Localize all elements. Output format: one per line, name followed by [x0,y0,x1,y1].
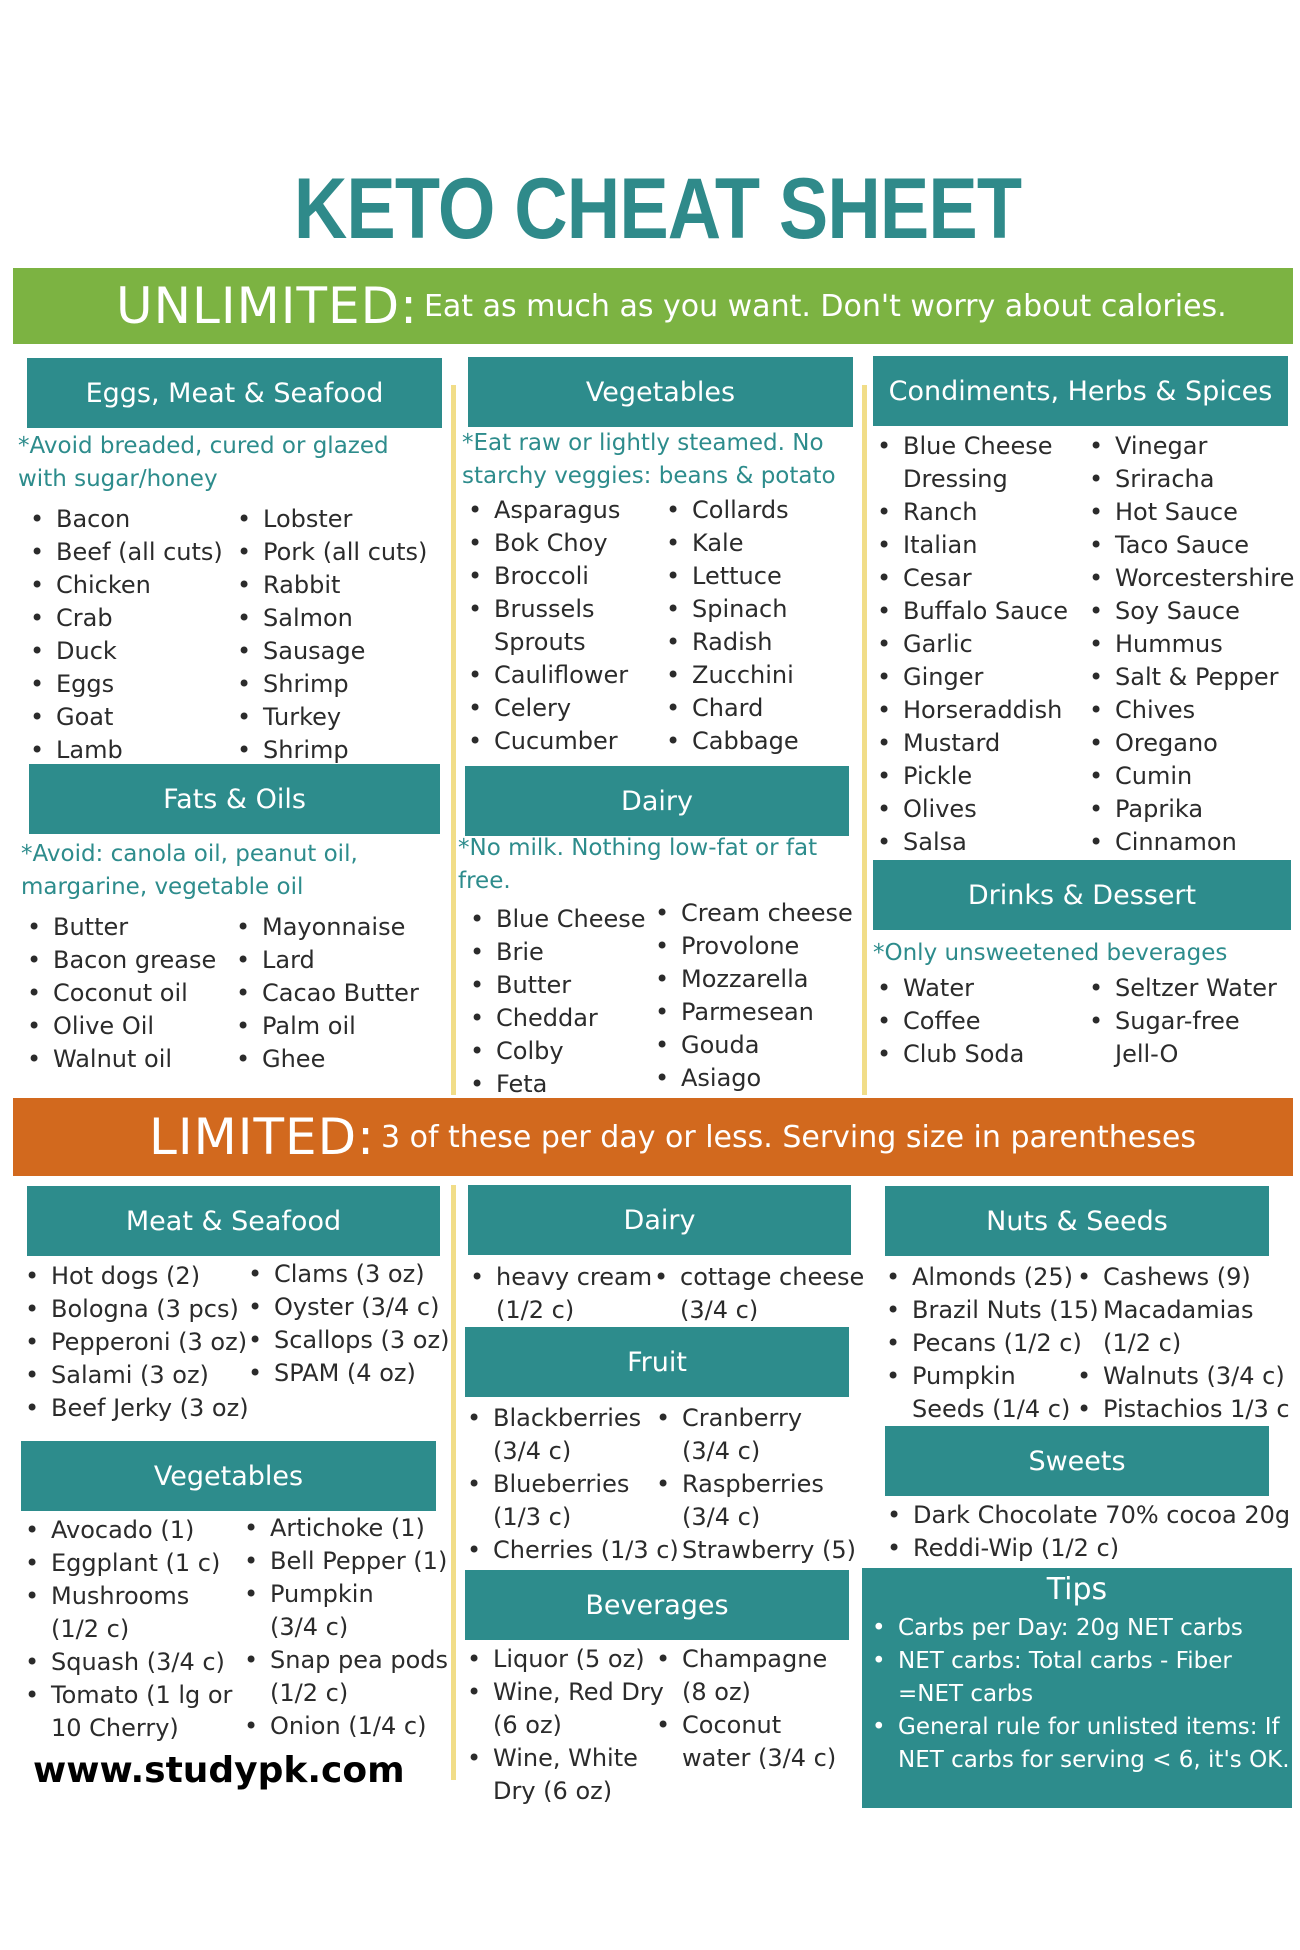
list-item: • Ghee [232,1043,419,1076]
fruit-list-2 [652,1402,856,1567]
condiments-list-2 [1085,430,1294,859]
list-item: • Hot dogs (2) [21,1260,249,1293]
unlimited-subtitle: Eat as much as you want. Don't worry about calories. [423,288,1227,324]
list-item: • Cesar [873,562,1068,595]
list-item: • Scallops (3 oz) [244,1324,449,1357]
list-item: • Broccoli [464,560,628,593]
list-item: • Olives [873,793,1068,826]
list-item: • Horseraddish [873,694,1068,727]
list-item: • Bacon grease [23,944,216,977]
list-item: • Shrimp [233,734,427,767]
list-item: (8 oz) [682,1678,751,1706]
eggs-meat-header: Eggs, Meat & Seafood [27,358,442,428]
list-item: • Zucchini [662,659,799,692]
list-item: • Kale [662,527,799,560]
list-item: (3/4 c) [493,1437,572,1465]
list-item: • Lettuce [662,560,799,593]
dairy-list-2 [651,897,853,1095]
list-item: • Coconut [652,1709,836,1742]
list-item: • Vinegar [1085,430,1294,463]
list-item: • Bacon [26,503,223,536]
list-item: • Artichoke (1) [240,1512,448,1545]
drinks-note: *Only unsweetened beverages [873,940,1228,966]
list-item: • Lard [232,944,419,977]
list-item: • Onion (1/4 c) [240,1710,448,1743]
list-item: • Rabbit [233,569,427,602]
list-item: • Oregano [1085,727,1294,760]
list-item: • Paprika [1085,793,1294,826]
list-item: • Pepperoni (3 oz) [21,1326,249,1359]
list-item: • Champagne [652,1643,836,1676]
list-item: • Dark Chocolate 70% cocoa 20g [883,1499,1290,1532]
list-item: • Chives [1085,694,1294,727]
list-item: • Avocado (1) [21,1514,232,1547]
fats-oils-note [21,838,358,904]
eggs-meat-list-2 [233,503,427,767]
list-item: • Reddi-Wip (1/2 c) [883,1532,1290,1565]
list-item: • Lamb [26,734,223,767]
list-item: • Lobster [233,503,427,536]
condiments-header: Condiments, Herbs & Spices [873,356,1288,426]
list-item: • Hummus [1085,628,1294,661]
vegetables-list-2 [662,494,799,758]
list-item: • Mushrooms [21,1580,232,1613]
divider-left-limited [451,1185,456,1780]
list-item: • Brazil Nuts (15) [882,1294,1099,1327]
list-item: Macadamias [1103,1296,1254,1324]
list-item: • Brussels [464,593,628,626]
limited-dairy-list-2 [650,1261,864,1327]
list-item: (3/4 c) [270,1613,349,1641]
fruit-header: Fruit [465,1327,849,1397]
eggs-meat-note [18,430,389,496]
list-item: • Butter [23,911,216,944]
list-item: • Walnuts (3/4 c) [1073,1360,1290,1393]
list-item: • Coconut oil [23,977,216,1010]
list-item: (1/2 c) [51,1615,130,1643]
limited-vegetables-list-1 [21,1514,232,1745]
list-item: • Parmesean [651,996,853,1029]
list-item: • Blackberries [463,1402,679,1435]
list-item: • Pumpkin [240,1578,448,1611]
list-item: • Chard [662,692,799,725]
list-item: • Mustard [873,727,1068,760]
list-item: • Blue Cheese [466,903,646,936]
note-line: *No milk. Nothing low-fat or fat [458,835,818,861]
list-item: • Blue Cheese [873,430,1068,463]
list-item: • Salsa [873,826,1068,859]
list-item: • Palm oil [232,1010,419,1043]
list-item: • Goat [26,701,223,734]
list-item: • Raspberries [652,1468,856,1501]
list-item: • Radish [662,626,799,659]
list-item: (1/2 c) [1103,1329,1182,1357]
list-item: • Hot Sauce [1085,496,1294,529]
list-item: • heavy cream [466,1261,652,1294]
list-item: • Pumpkin [882,1360,1099,1393]
note-line: *Avoid breaded, cured or glazed [18,433,389,459]
list-item: • Mozzarella [651,963,853,996]
limited-subtitle: 3 of these per day or less. Serving size in parentheses [380,1119,1196,1155]
fruit-list-1 [463,1402,679,1567]
list-item: (3/4 c) [680,1296,759,1324]
drinks-list-2 [1085,972,1277,1071]
nuts-header: Nuts & Seeds [885,1186,1269,1256]
list-item: • Feta [466,1068,646,1101]
list-item: • Worcestershire [1085,562,1294,595]
list-item: • Cabbage [662,725,799,758]
list-item: Dry (6 oz) [493,1777,613,1805]
list-item: • Colby [466,1035,646,1068]
list-item: Sprouts [494,628,586,656]
page-title: KETO CHEAT SHEET [293,161,1022,257]
list-item: • Clams (3 oz) [244,1258,449,1291]
list-item: (3/4 c) [682,1503,761,1531]
list-item: • Cucumber [464,725,628,758]
note-line: *Avoid: canola oil, peanut oil, [21,841,358,867]
vegetables-header: Vegetables [468,357,853,427]
list-item: • Pork (all cuts) [233,536,427,569]
list-item: • Cumin [1085,760,1294,793]
fats-oils-list-2 [232,911,419,1076]
drinks-header: Drinks & Dessert [873,860,1291,930]
dairy-list-1 [466,903,646,1101]
list-item: • cottage cheese [650,1261,864,1294]
list-item: • Cream cheese [651,897,853,930]
list-item: • Walnut oil [23,1043,216,1076]
limited-dairy-list-1 [466,1261,652,1327]
list-item: • Garlic [873,628,1068,661]
list-item: Dressing [903,465,1008,493]
list-item: • Sausage [233,635,427,668]
limited-dairy-header: Dairy [468,1185,851,1255]
list-item: • Bok Choy [464,527,628,560]
list-item: • Bell Pepper (1) [240,1545,448,1578]
list-item: • Liquor (5 oz) [463,1643,664,1676]
nuts-list-1 [882,1261,1099,1426]
list-item: • Asiago [651,1062,853,1095]
limited-meat-list-2 [244,1258,449,1390]
tip-item: • NET carbs: Total carbs - Fiber [868,1645,1290,1678]
list-item: • Turkey [233,701,427,734]
limited-vegetables-list-2 [240,1512,448,1743]
list-item: • Pistachios 1/3 c [1073,1393,1290,1426]
list-item: • Beef (all cuts) [26,536,223,569]
drinks-list-1 [873,972,1024,1071]
list-item: • Water [873,972,1024,1005]
list-item: • Taco Sauce [1085,529,1294,562]
note-line: with sugar/honey [18,466,218,492]
list-item: • Seltzer Water [1085,972,1277,1005]
list-item: (1/2 c) [496,1296,575,1324]
list-item: • Sriracha [1085,463,1294,496]
list-item: • Soy Sauce [1085,595,1294,628]
list-item: • Buffalo Sauce [873,595,1068,628]
list-item: • Ranch [873,496,1068,529]
limited-label: LIMITED: [149,1108,375,1166]
vegetables-list-1 [464,494,628,758]
list-item: • Cacao Butter [232,977,419,1010]
list-item: • Collards [662,494,799,527]
limited-meat-header: Meat & Seafood [27,1186,440,1256]
list-item: water (3/4 c) [682,1744,837,1772]
list-item: • Cranberry [652,1402,856,1435]
sweets-header: Sweets [885,1426,1269,1496]
list-item: • Duck [26,635,223,668]
list-item: • Cauliflower [464,659,628,692]
limited-banner [13,1098,1293,1176]
list-item: (6 oz) [493,1711,562,1739]
list-item: • Cinnamon [1085,826,1294,859]
list-item: • Coffee [873,1005,1024,1038]
website-link[interactable]: www.studypk.com [33,1750,405,1791]
tip-item: • General rule for unlisted items: If [868,1711,1290,1744]
list-item: • Provolone [651,930,853,963]
list-item: (3/4 c) [682,1437,761,1465]
list-item: Jell-O [1115,1040,1179,1068]
list-item: • Eggs [26,668,223,701]
list-item: • Spinach [662,593,799,626]
note-line: *Eat raw or lightly steamed. No [462,430,824,456]
list-item: • Cherries (1/3 c) [463,1534,679,1567]
list-item: • Club Soda [873,1038,1024,1071]
list-item: • Ginger [873,661,1068,694]
list-item: • Tomato (1 lg or [21,1679,232,1712]
divider-right [862,385,867,1095]
eggs-meat-list-1 [26,503,223,767]
list-item: • Italian [873,529,1068,562]
tips-header: Tips [1046,1572,1108,1607]
note-line: margarine, vegetable oil [21,874,304,900]
fats-oils-list-1 [23,911,216,1076]
list-item: • Brie [466,936,646,969]
list-item: (1/2 c) [270,1679,349,1707]
beverages-list-2 [652,1643,836,1775]
note-line: free. [458,868,511,894]
sweets-list [883,1499,1290,1565]
list-item: • Wine, White [463,1742,664,1775]
list-item: • SPAM (4 oz) [244,1357,449,1390]
list-item: • Gouda [651,1029,853,1062]
list-item: • Wine, Red Dry [463,1676,664,1709]
list-item: • Blueberries [463,1468,679,1501]
tips-list [868,1612,1290,1777]
limited-meat-list-1 [21,1260,249,1425]
list-item: • Bologna (3 pcs) [21,1293,249,1326]
unlimited-label: UNLIMITED: [116,277,418,335]
limited-vegetables-header: Vegetables [21,1441,436,1511]
vegetables-note [462,427,836,493]
list-item: • Pickle [873,760,1068,793]
list-item: • Asparagus [464,494,628,527]
list-item: • Shrimp [233,668,427,701]
list-item: (1/3 c) [493,1503,572,1531]
list-item: • Cheddar [466,1002,646,1035]
list-item: • Salami (3 oz) [21,1359,249,1392]
list-item: • Olive Oil [23,1010,216,1043]
list-item: • Salt & Pepper [1085,661,1294,694]
list-item: • Cashews (9) [1073,1261,1290,1294]
list-item: 10 Cherry) [51,1714,179,1742]
tip-item: =NET carbs [898,1681,1034,1707]
list-item: • Salmon [233,602,427,635]
list-item: Seeds (1/4 c) [912,1395,1071,1423]
beverages-header: Beverages [465,1570,849,1640]
condiments-list-1 [873,430,1068,859]
list-item: • Beef Jerky (3 oz) [21,1392,249,1425]
list-item: • Chicken [26,569,223,602]
list-item: • Almonds (25) [882,1261,1099,1294]
dairy-header: Dairy [465,766,849,836]
list-item: • Crab [26,602,223,635]
divider-left [451,385,456,1095]
list-item: • Sugar-free [1085,1005,1277,1038]
beverages-list-1 [463,1643,664,1808]
list-item: • Eggplant (1 c) [21,1547,232,1580]
list-item: • Butter [466,969,646,1002]
fats-oils-header: Fats & Oils [29,764,440,834]
tip-item: • Carbs per Day: 20g NET carbs [868,1612,1290,1645]
note-line: starchy veggies: beans & potato [462,463,836,489]
tip-item: NET carbs for serving < 6, it's OK. [898,1747,1290,1773]
list-item: • Squash (3/4 c) [21,1646,232,1679]
list-item: Strawberry (5) [682,1536,856,1564]
dairy-note [458,832,817,898]
list-item: • Mayonnaise [232,911,419,944]
list-item: • Oyster (3/4 c) [244,1291,449,1324]
list-item: • Snap pea pods [240,1644,448,1677]
list-item: • Celery [464,692,628,725]
list-item: • Pecans (1/2 c) [882,1327,1099,1360]
nuts-list-2 [1073,1261,1290,1426]
unlimited-banner [13,268,1293,344]
